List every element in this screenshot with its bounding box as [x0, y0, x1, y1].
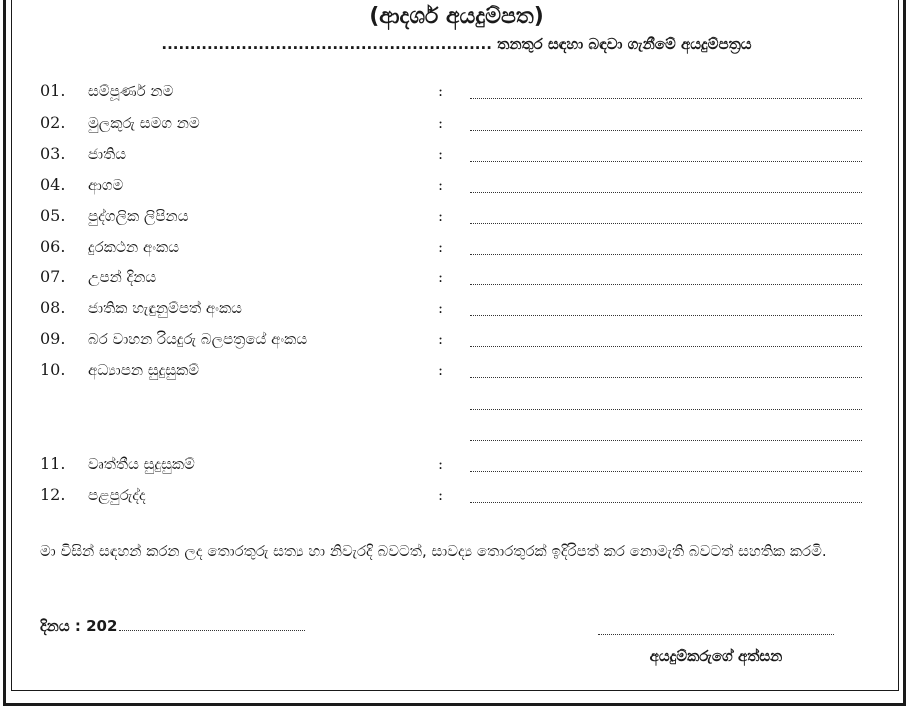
field-label: ආගම — [88, 176, 124, 194]
date-label: දිනය : 202 — [40, 617, 118, 635]
field-number: 04. — [40, 175, 66, 194]
field-colon: : — [438, 207, 444, 225]
field-number: 10. — [40, 360, 66, 379]
field-row-address — [0, 203, 913, 229]
field-label: වෘත්තීය සුදුසුකම් — [88, 455, 195, 473]
field-number: 05. — [40, 206, 66, 225]
field-row-birth-date — [0, 264, 913, 290]
field-colon: : — [438, 299, 444, 317]
nic-field[interactable] — [470, 315, 862, 316]
religion-field[interactable] — [470, 192, 862, 193]
signature-label: අයදුම්කරුගේ අත්සන — [649, 647, 783, 665]
field-row-education-cont-1 — [0, 389, 913, 415]
field-row-education — [0, 357, 913, 383]
nationality-field[interactable] — [470, 161, 862, 162]
form-subtitle: තනතුර සඳහා බඳවා ගැනීමේ අයදුම්පත්‍රය — [497, 35, 752, 53]
field-number: 08. — [40, 298, 66, 317]
education-field[interactable] — [470, 377, 862, 378]
date-row — [40, 614, 305, 638]
field-number: 11. — [40, 454, 66, 473]
birth-date-field[interactable] — [470, 284, 862, 285]
declaration-text: මා විසින් සඳහන් කරන ලද තොරතුරු සත්‍ය හා නිවැරදි බවටත්, සාවද්‍ය තොරතුරක් ඉදිරිපත් කර නොමැති බවටත් සහතික කරමි. — [40, 542, 827, 560]
form-subtitle-row — [0, 32, 913, 56]
field-row-full-name — [0, 78, 913, 104]
field-number: 07. — [40, 267, 66, 286]
field-number: 01. — [40, 81, 66, 100]
field-colon: : — [438, 361, 444, 379]
field-number: 02. — [40, 113, 66, 132]
address-field[interactable] — [470, 223, 862, 224]
education-field-line-2[interactable] — [470, 409, 862, 410]
position-blank[interactable]: .......................................................... — [161, 35, 492, 53]
field-label: පළපුරුද්ද — [88, 486, 146, 504]
field-row-education-cont-2 — [0, 420, 913, 446]
form-title: (ආදර්ශ අයදුම්පත) — [369, 4, 544, 29]
signature-field[interactable] — [598, 634, 834, 635]
name-with-initials-field[interactable] — [470, 130, 862, 131]
field-label: අධ්‍යාපන සුදුසුකම් — [88, 361, 200, 379]
field-row-professional — [0, 451, 913, 477]
field-colon: : — [438, 455, 444, 473]
field-label: පුද්ගලික ලිපිනය — [88, 207, 189, 225]
field-colon: : — [438, 486, 444, 504]
field-number: 06. — [40, 237, 66, 256]
field-number: 03. — [40, 144, 66, 163]
field-colon: : — [438, 330, 444, 348]
field-label: මුලකුරු සමග නම — [88, 114, 200, 132]
field-row-religion — [0, 172, 913, 198]
professional-field[interactable] — [470, 471, 862, 472]
field-colon: : — [438, 82, 444, 100]
field-label: උපන් දිනය — [88, 268, 157, 286]
field-row-nic — [0, 295, 913, 321]
field-label: බර වාහන රියදුරු බලපත්‍රයේ අංකය — [88, 330, 308, 348]
education-field-line-3[interactable] — [470, 440, 862, 441]
field-row-nationality — [0, 141, 913, 167]
field-colon: : — [438, 145, 444, 163]
field-label: ජාතිය — [88, 145, 127, 163]
phone-field[interactable] — [470, 254, 862, 255]
date-field[interactable] — [119, 630, 305, 631]
field-colon: : — [438, 268, 444, 286]
full-name-field[interactable] — [470, 98, 862, 99]
experience-field[interactable] — [470, 502, 862, 503]
field-row-phone — [0, 234, 913, 260]
field-colon: : — [438, 176, 444, 194]
field-colon: : — [438, 238, 444, 256]
field-number: 09. — [40, 329, 66, 348]
field-label: දුරකථන අංකය — [88, 238, 180, 256]
field-row-license — [0, 326, 913, 352]
field-label: ජාතික හැඳුනුම්පත් අංකය — [88, 299, 242, 317]
field-row-experience — [0, 482, 913, 508]
field-colon: : — [438, 114, 444, 132]
license-field[interactable] — [470, 346, 862, 347]
field-row-name-with-initials — [0, 110, 913, 136]
field-label: සම්පූර්ණ නම — [88, 82, 174, 100]
field-number: 12. — [40, 485, 66, 504]
